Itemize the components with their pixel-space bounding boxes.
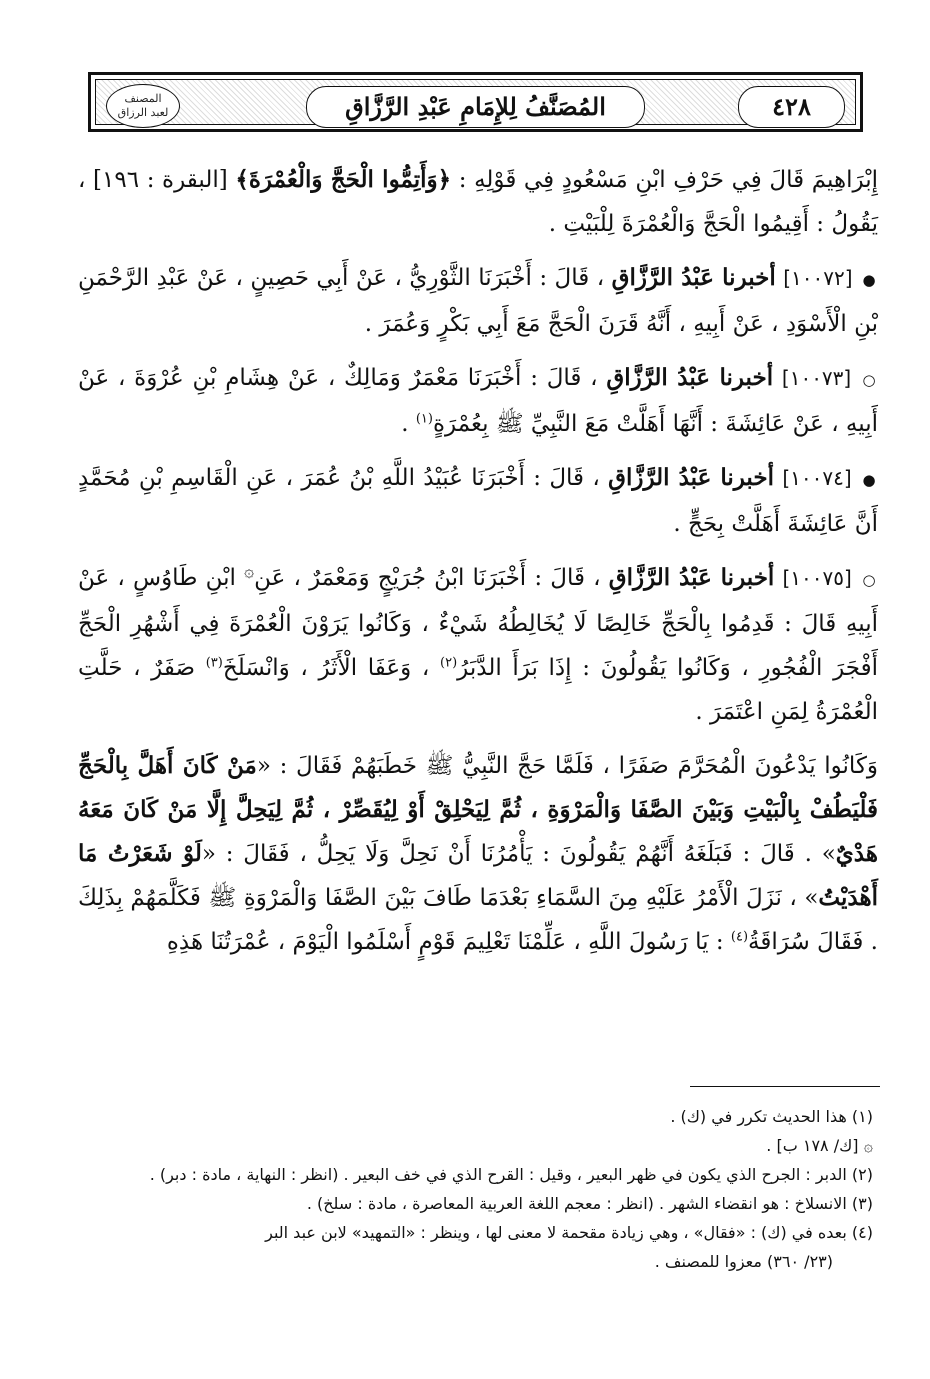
hadith-number: [١٠٠٧٥] — [782, 566, 852, 590]
text-run: وَكَانُوا يَدْعُونَ الْمُحَرَّمَ صَفَرًا ، فَلَمَّا حَجَّ النَّبِيُّ ﷺ خَطَبَهُمْ فَقَالَ : « — [256, 753, 878, 779]
hadith-text: ، قَالَ : أَخْبَرَنَا الثَّوْرِيُّ ، عَنْ أَبِي حَصِينٍ ، عَنْ عَبْدِ الرَّحْمَنِ بْنِ الْأَسْوَدِ ، عَنْ أَبِيهِ ، أَنَّهُ قَرَنَ الْحَجَّ مَعَ أَبِي بَكْرٍ وَعُمَرَ . — [78, 265, 878, 337]
footnote-ref: (٢) — [440, 655, 458, 671]
header-ornament-frame — [95, 79, 856, 125]
footnote-item: (٢٣/ ٣٦٠) معزوا للمصنف . — [654, 1252, 833, 1271]
footnote-separator — [690, 1086, 880, 1087]
footnote-ref: (١) — [415, 411, 433, 427]
hadith-number: [١٠٠٧٣] — [781, 366, 852, 390]
hadith-10074 — [78, 456, 878, 546]
folio-flower-icon: ۞ — [244, 561, 255, 582]
prophetic-saying: لَوْ شَعَرْتُ مَا أَهْدَيْتُ — [78, 840, 878, 911]
paragraph-continuation — [78, 744, 878, 964]
footnotes — [78, 1102, 873, 1276]
prophetic-saying: مَنْ كَانَ أَهَلَّ بِالْحَجِّ فَلْيَطُفْ بِالْبَيْتِ وَبَيْنَ الصَّفَا وَالْمَرْوَةِ ، ثُمَّ لِيَحْلِقْ أَوْ لِيُقَصِّرْ ، ثُمَّ لِيَحِلَّ إِلَّا مَنْ كَانَ مَعَهُ هَدْيٌ — [78, 752, 878, 867]
hadith-10073 — [78, 356, 878, 446]
footnote-item: (٢) الدبر : الجرح الذي يكون في ظهر البعير ، وقيل : القرح الذي في خف البعير . (انظر : النهاية ، مادة : دبر) . — [149, 1165, 873, 1184]
running-header — [88, 72, 863, 132]
hadith-number: [١٠٠٧٤] — [782, 466, 852, 490]
footnote-item: (٣) الانسلاخ : هو انقضاء الشهر . (انظر : معجم اللغة العربية المعاصرة ، مادة : سلخ) . — [306, 1194, 873, 1213]
text-run: : يَا رَسُولَ اللَّهِ ، عَلِّمْنَا تَعْلِيمَ قَوْمٍ أَسْلَمُوا الْيَوْمَ ، عُمْرَتُنَا هَذِهِ — [166, 929, 731, 955]
text-run: [البقرة : ١٩٦] ، يَقُولُ : أَقِيمُوا الْحَجَّ وَالْعُمْرَةَ لِلْبَيْتِ . — [78, 167, 878, 237]
text-run: صَفَرٌ ، حَلَّتِ الْعُمْرَةُ لِمَنِ اعْتَمَرَ . — [78, 655, 878, 725]
page-number: ٤٢٨ — [738, 86, 845, 128]
circle-marker: ○ — [862, 571, 876, 589]
text-run: إِبْرَاهِيمَ قَالَ فِي حَرْفِ ابْنِ مَسْعُودٍ فِي قَوْلِهِ : — [451, 167, 878, 193]
hadith-text: ، قَالَ : أَخْبَرَنَا مَعْمَرٌ وَمَالِكٌ ، عَنْ هِشَامِ بْنِ عُرْوَةَ ، عَنْ أَبِيهِ ، عَنْ عَائِشَةَ : أَنَّهَا أَهَلَّتْ مَعَ النَّبِيِّ ﷺ بِعُمْرَةٍ — [78, 365, 878, 437]
hadith-text: ، قَالَ : أَخْبَرَنَا عُبَيْدُ اللَّهِ بْنُ عُمَرَ ، عَنِ الْقَاسِمِ بْنِ مُحَمَّدٍ أَنَّ عَائِشَةَ أَهَلَّتْ بِحَجٍّ . — [78, 465, 878, 537]
footnote-item: ۞ [ك/ ١٧٨ ب] . — [766, 1136, 873, 1155]
seal-line-2: لعبد الرزاق — [117, 106, 169, 119]
bullet-marker: ● — [862, 471, 876, 489]
main-text — [78, 158, 878, 974]
hadith-text: ، قَالَ : أَخْبَرَنَا ابْنُ جُرَيْجٍ وَمَعْمَرٌ ، عَنِ — [254, 565, 601, 591]
text-run: ، وَعَفَا الْأَثَرُ ، وَانْسَلَخَ — [222, 655, 441, 681]
hadith-number: [١٠٠٧٢] — [783, 266, 853, 290]
narration-formula: أخبرنا عَبْدُ الرَّزَّاقِ — [611, 264, 776, 291]
circle-marker: ○ — [862, 371, 876, 389]
text-run: ابْنِ طَاوُسٍ ، عَنْ أَبِيهِ قَالَ : قَدِمُوا بِالْحَجِّ خَالِصًا لَا يُخَالِطُهُ شَيْءٌ ، وَكَانُوا يَرَوْنَ الْعُمْرَةَ فِي أَشْهُرِ الْحَجِّ أَفْجَرَ الْفُجُورِ ، وَكَانُوا يَقُولُونَ : إِذَا بَرَأَ الدَّبَرُ — [78, 565, 878, 681]
narration-formula: أخبرنا عَبْدُ الرَّزَّاقِ — [606, 364, 774, 391]
footnote-ref: (٣) — [205, 655, 223, 671]
narration-formula: أخبرنا عَبْدُ الرَّزَّاقِ — [608, 564, 775, 591]
seal-line-1: المصنف — [124, 92, 162, 105]
text-run: » ، نَزَلَ الْأَمْرُ عَلَيْهِ مِنَ السَّمَاءِ بَعْدَمَا طَافَ بَيْنَ الصَّفَا وَالْمَرْوَةِ ﷺ فَكَلَّمَهُمْ بِذَلِكَ . فَقَالَ سُرَاقَةُ — [78, 885, 878, 955]
text-run: . — [401, 411, 416, 437]
paragraph-continuation — [78, 158, 878, 246]
text-run: » . قَالَ : فَبَلَغَهُ أَنَّهُمْ يَقُولُونَ : يَأْمُرُنَا أَنْ نَحِلَّ وَلَا يَحِلُّ ، فَقَالَ : « — [201, 841, 836, 867]
hadith-10072 — [78, 256, 878, 346]
hadith-10075 — [78, 556, 878, 734]
book-seal-logo — [106, 84, 180, 128]
narration-formula: أخبرنا عَبْدُ الرَّزَّاقِ — [608, 464, 774, 491]
quran-verse: ﴿وَأَتِمُّوا الْحَجَّ وَالْعُمْرَةَ﴾ — [235, 166, 452, 193]
book-title: المُصَنَّفُ لِلإِمَامِ عَبْدِ الرَّزَّاقِ — [306, 86, 645, 128]
footnote-ref: (٤) — [730, 929, 749, 945]
bullet-marker: ● — [862, 271, 876, 289]
footnote-item: (١) هذا الحديث تكرر في (ك) . — [670, 1107, 873, 1126]
footnote-item: (٤) بعده في (ك) : «فقال» ، وهي زيادة مقحمة لا معنى لها ، وينظر : «التمهيد» لابن عبد البر — [265, 1223, 873, 1242]
